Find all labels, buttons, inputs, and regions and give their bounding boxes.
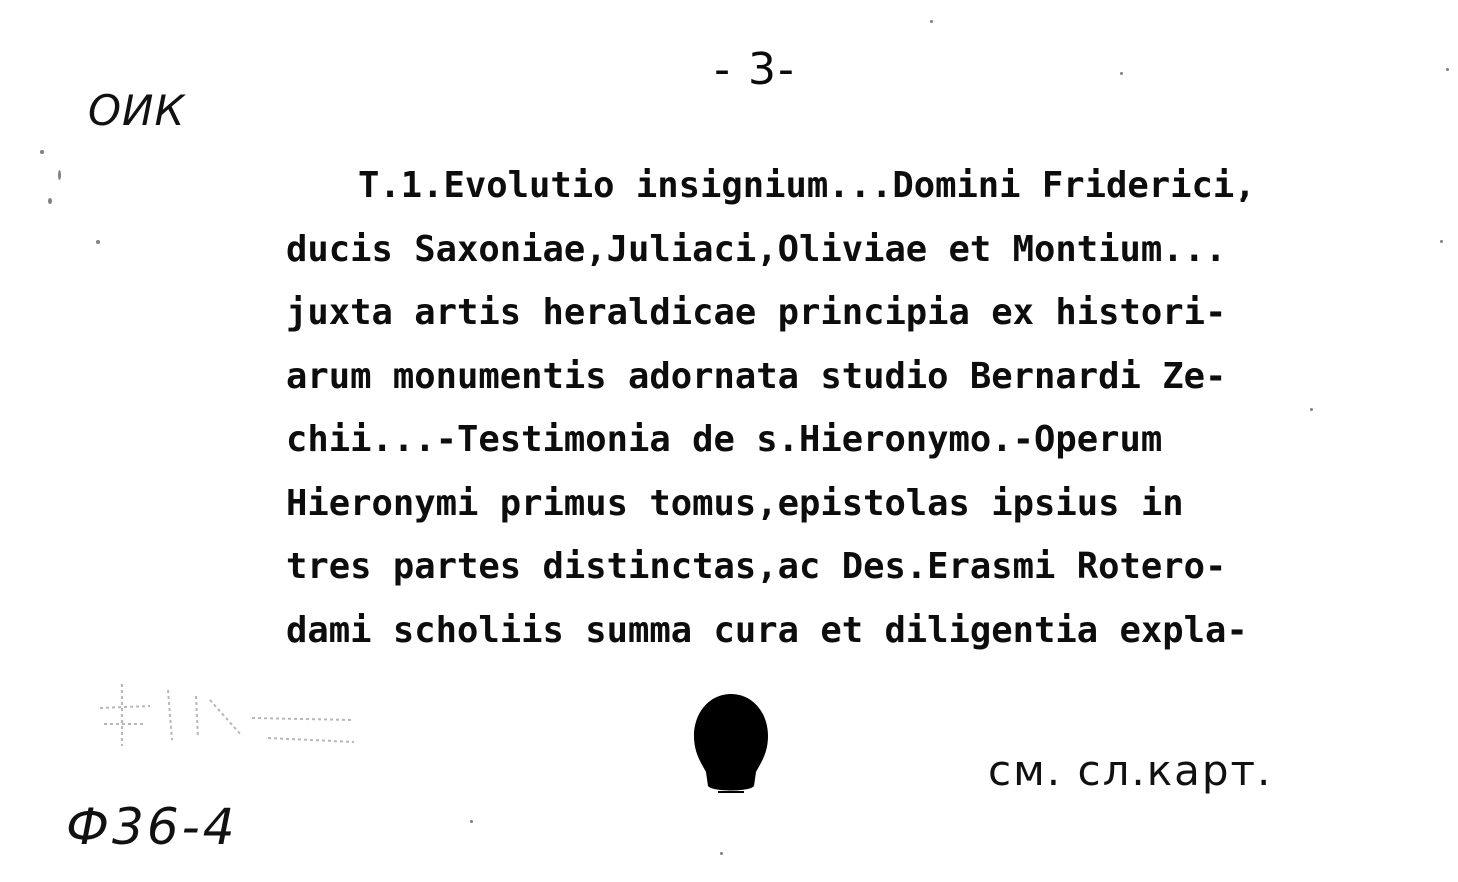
punch-hole [692, 692, 770, 796]
faded-stamp [92, 680, 362, 750]
typed-description [286, 154, 1406, 662]
speckle [48, 198, 52, 204]
text-line: ducis Saxoniae,Juliaci,Oliviae et Montium... [286, 228, 1227, 270]
speckle [1120, 72, 1123, 75]
speckle [40, 150, 44, 154]
speckle [96, 240, 100, 244]
text-line: T.1.Evolutio insignium...Domini Friderici, [358, 165, 1256, 206]
text-line: arum monumentis adornata studio Bernardi Ze- [286, 355, 1227, 397]
handwritten-note-top-left: ОИК [88, 86, 186, 135]
speckle [930, 20, 933, 23]
speckle [470, 820, 473, 823]
page-number: - 3- [714, 44, 796, 95]
text-line: chii...-Testimonia de s.Hieronymo.-Operum [286, 419, 1163, 460]
handwritten-see-next-card: см. сл.карт. [988, 746, 1273, 795]
speckle [720, 852, 723, 855]
text-line: dami scholiis summa cura et diligentia expla- [286, 609, 1248, 651]
speckle [1440, 240, 1443, 243]
handwritten-call-number: Ф36-4 [66, 798, 238, 856]
speckle [1446, 68, 1449, 71]
text-line: Hieronymi primus tomus,epistolas ipsius in [286, 482, 1184, 524]
text-line: tres partes distinctas,ac Des.Erasmi Rotero- [286, 546, 1227, 587]
speckle [58, 170, 61, 180]
text-line: juxta artis heraldicae principia ex histori- [286, 292, 1227, 333]
